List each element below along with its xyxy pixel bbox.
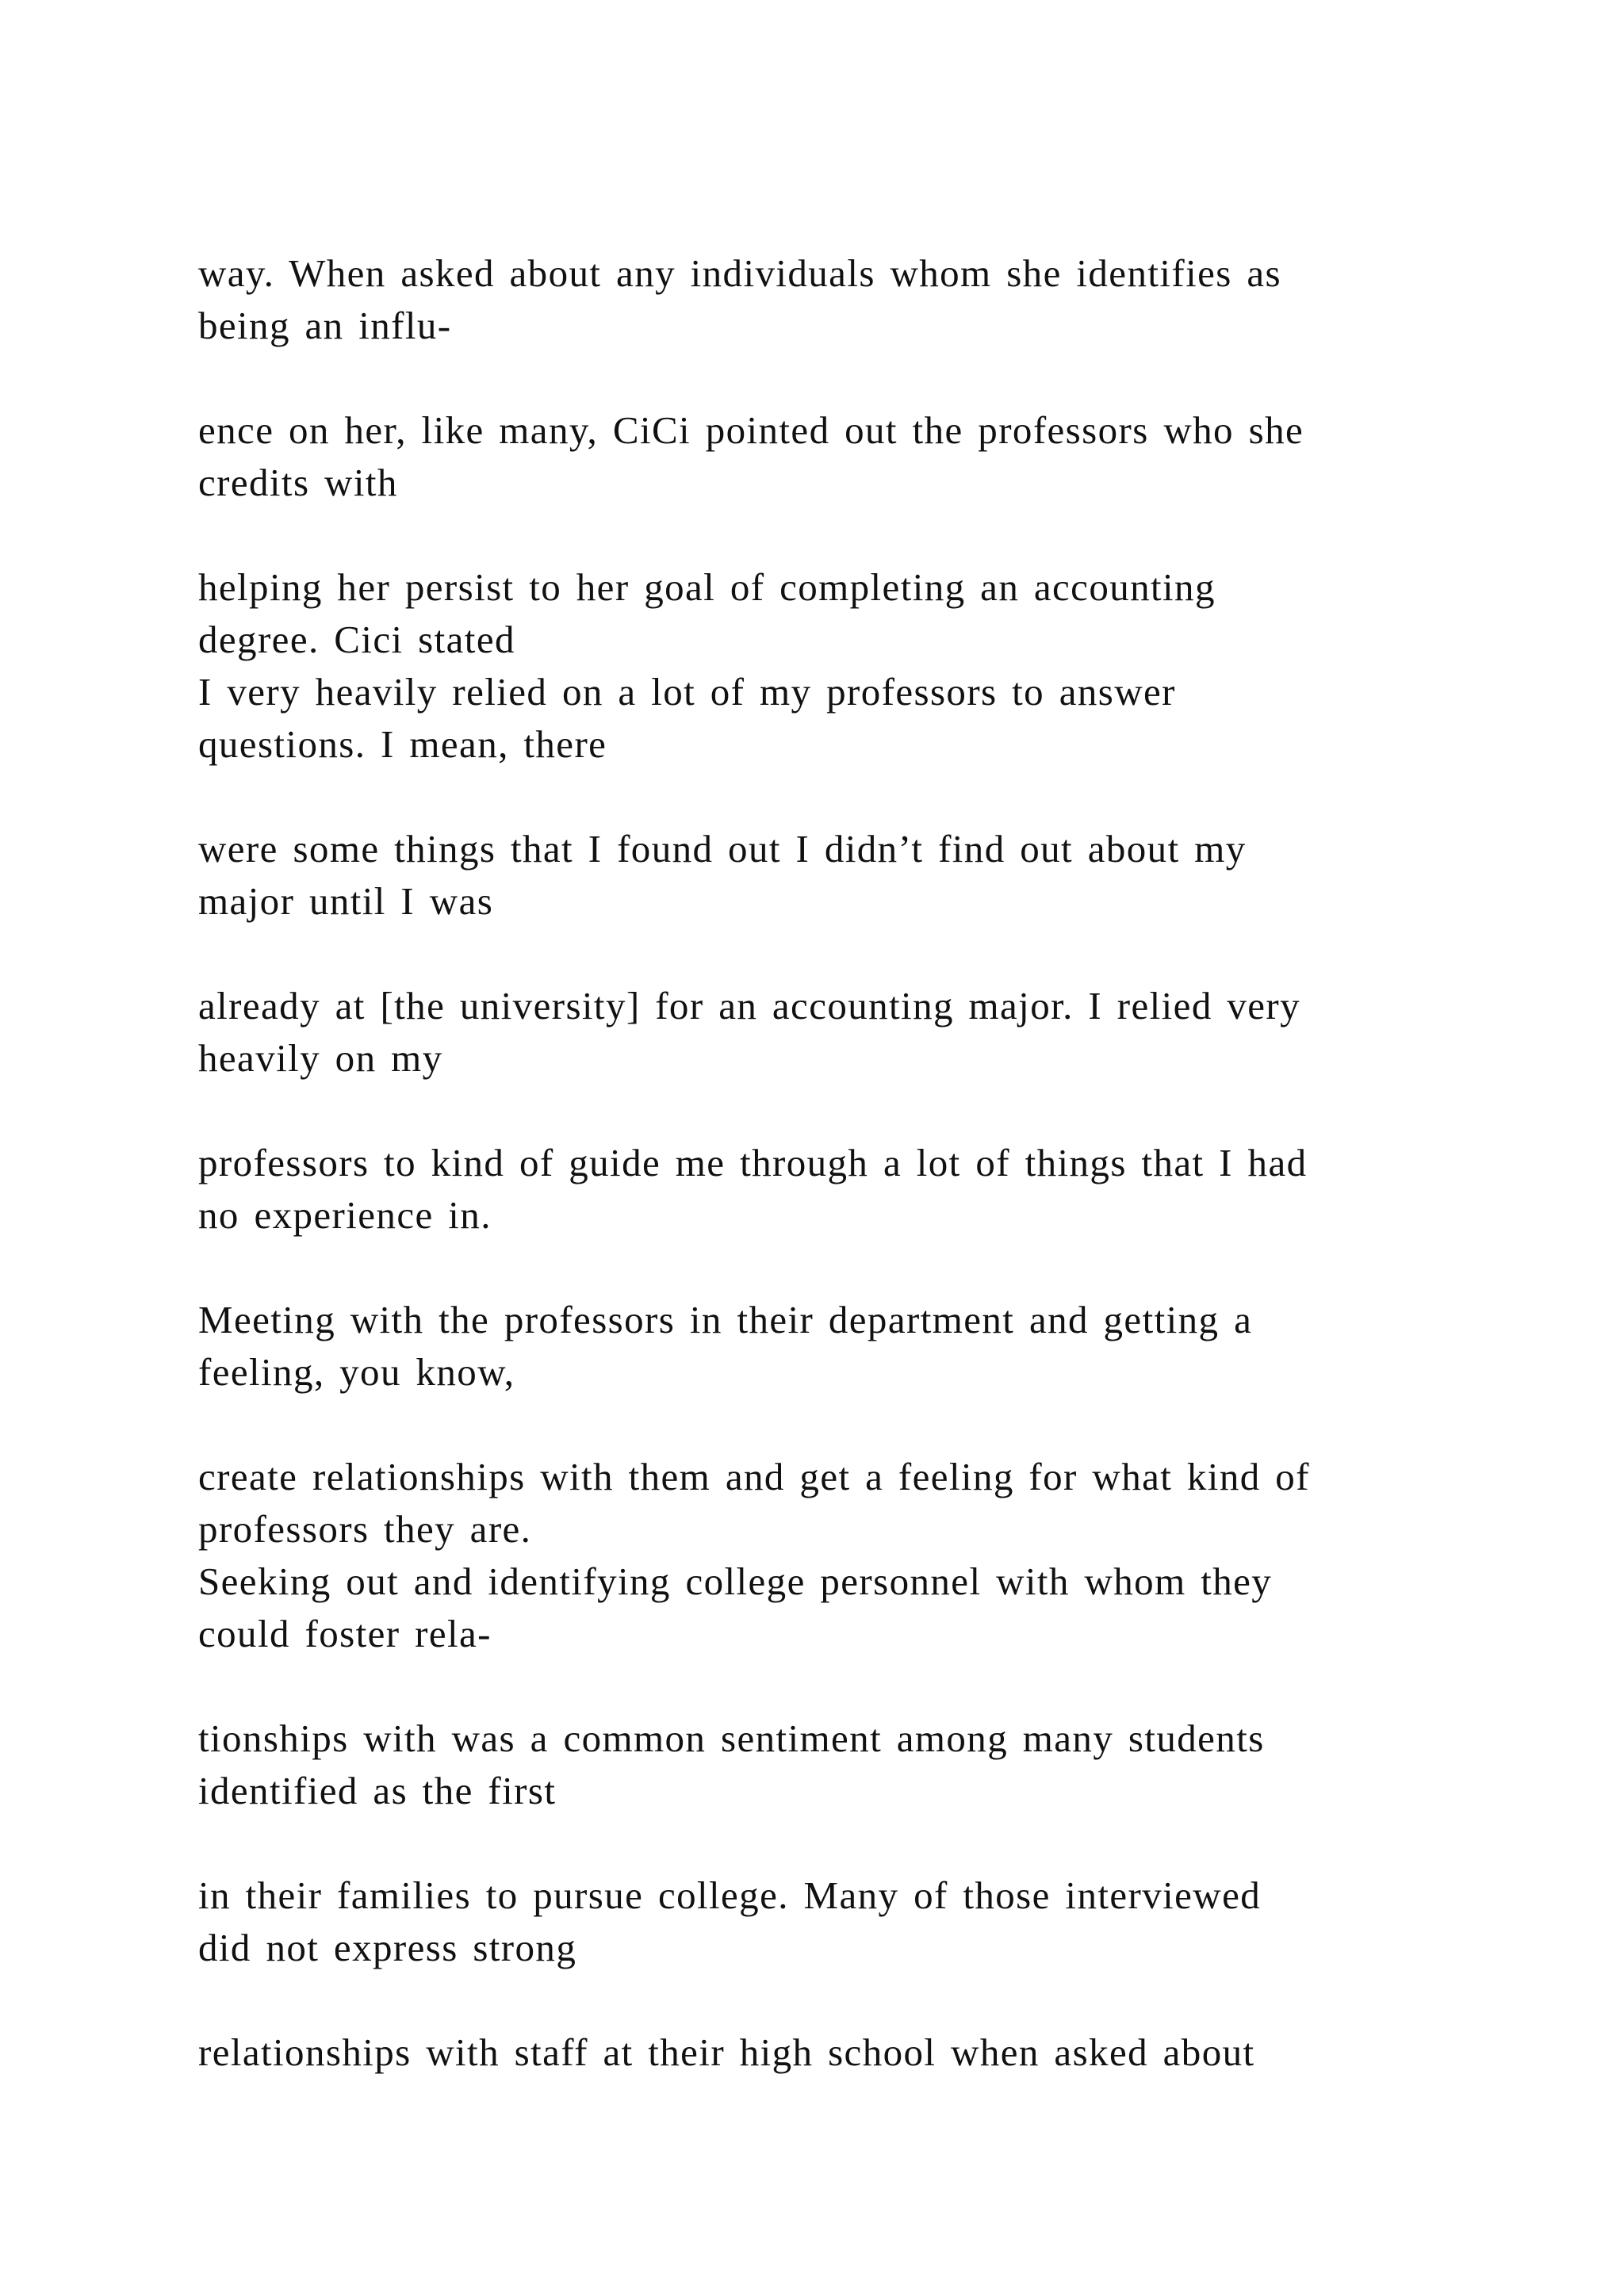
text-line: major until I was xyxy=(198,879,494,923)
paragraph-gap xyxy=(198,771,1499,823)
paragraph-gap xyxy=(198,1399,1499,1451)
text-line: create relationships with them and get a feeling for what kind of xyxy=(198,1455,1310,1498)
paragraph-gap xyxy=(198,1974,1499,2026)
paragraph xyxy=(198,2026,1499,2079)
text-line: Meeting with the professors in their department and getting a xyxy=(198,1298,1253,1341)
text-line: credits with xyxy=(198,461,398,504)
paragraph xyxy=(198,980,1499,1085)
paragraph xyxy=(198,561,1499,771)
text-line: could foster rela- xyxy=(198,1612,492,1655)
paragraph-gap xyxy=(198,1242,1499,1294)
text-line: way. When asked about any individuals whom she identifies as xyxy=(198,251,1281,295)
document-body xyxy=(198,247,1499,2079)
paragraph xyxy=(198,404,1499,509)
paragraph-gap xyxy=(198,928,1499,980)
text-line: heavily on my xyxy=(198,1036,443,1080)
paragraph xyxy=(198,1712,1499,1817)
text-line: did not express strong xyxy=(198,1926,577,1969)
paragraph xyxy=(198,1451,1499,1660)
text-line: questions. I mean, there xyxy=(198,722,607,766)
text-line: professors they are. xyxy=(198,1507,532,1551)
paragraph xyxy=(198,1137,1499,1242)
text-line: I very heavily relied on a lot of my professors to answer xyxy=(198,670,1176,714)
text-line: professors to kind of guide me through a lot of things that I had xyxy=(198,1141,1308,1184)
text-line: already at [the university] for an accounting major. I relied very xyxy=(198,984,1301,1027)
paragraph xyxy=(198,823,1499,928)
paragraph xyxy=(198,1869,1499,1974)
text-line: tionships with was a common sentiment among many students xyxy=(198,1716,1265,1760)
text-line: degree. Cici stated xyxy=(198,618,515,661)
text-line: being an influ- xyxy=(198,304,452,347)
paragraph-gap xyxy=(198,352,1499,404)
text-line: in their families to pursue college. Many of those interviewed xyxy=(198,1873,1262,1917)
paragraph-gap xyxy=(198,1817,1499,1869)
paragraph-gap xyxy=(198,1085,1499,1137)
paragraph xyxy=(198,247,1499,352)
text-line: relationships with staff at their high school when asked about xyxy=(198,2030,1255,2074)
text-line: identified as the first xyxy=(198,1769,557,1812)
paragraph xyxy=(198,1294,1499,1399)
paragraph-gap xyxy=(198,509,1499,561)
text-line: ence on her, like many, CiCi pointed out the professors who she xyxy=(198,408,1304,452)
text-line: helping her persist to her goal of completing an accounting xyxy=(198,565,1216,609)
text-line: were some things that I found out I didn’t find out about my xyxy=(198,827,1247,871)
text-line: feeling, you know, xyxy=(198,1350,515,1394)
text-line: no experience in. xyxy=(198,1193,492,1237)
text-line: Seeking out and identifying college personnel with whom they xyxy=(198,1559,1273,1603)
paragraph-gap xyxy=(198,1660,1499,1712)
